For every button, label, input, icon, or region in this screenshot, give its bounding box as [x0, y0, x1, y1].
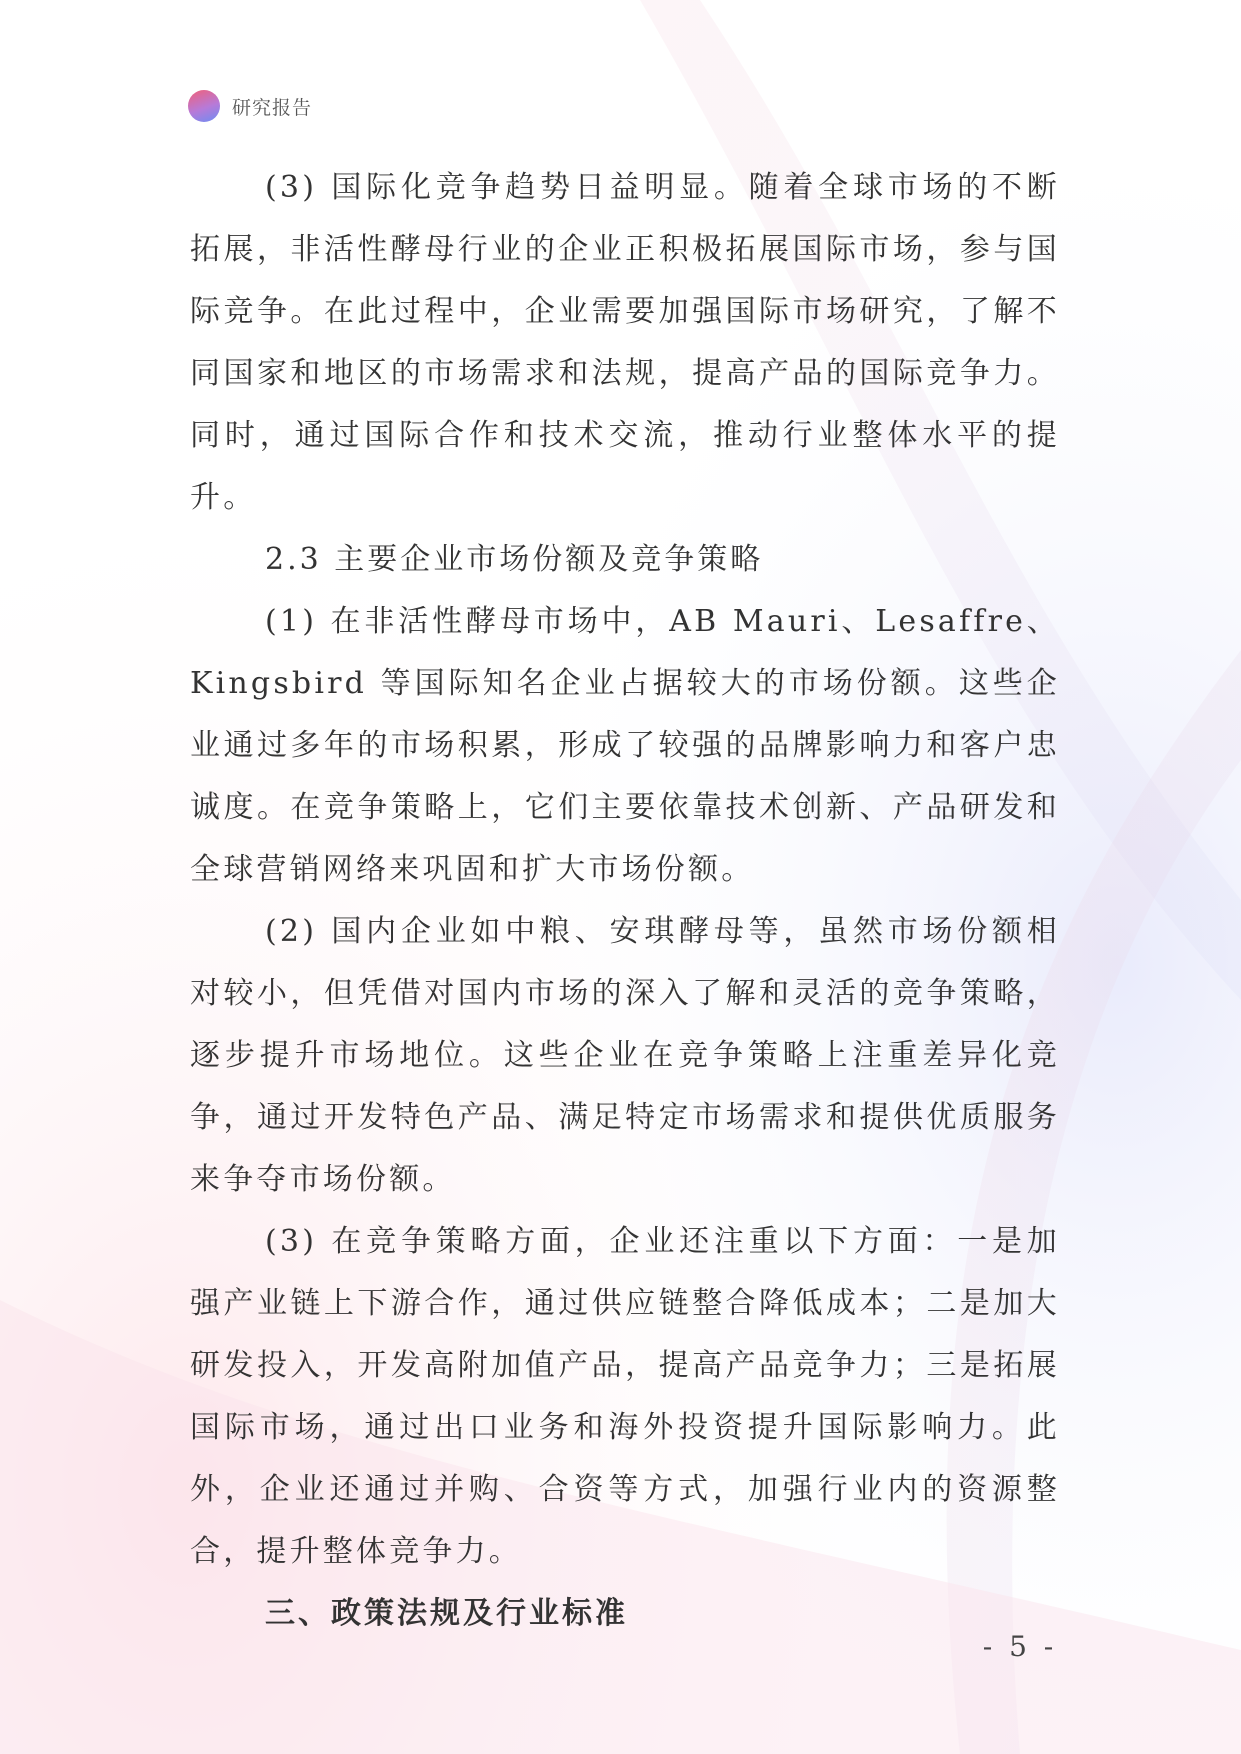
main-content: [190, 157, 1060, 1645]
header-title: 研究报告: [232, 96, 313, 119]
paragraph-competitive-strategy: (3) 在竞争策略方面，企业还注重以下方面：一是加强产业链上下游合作，通过供应链整合降低成本；二是加大研发投入，开发高附加值产品，提高产品竞争力；三是拓展国际市场，通过出口业务和海外投资提升国际影响力。此外，企业还通过并购、合资等方式，加强行业内的资源整合，提升整体竞争力。: [190, 1224, 1060, 1569]
paragraph-international-firms: (1) 在非活性酵母市场中，AB Mauri、Lesaffre、Kingsbird 等国际知名企业占据较大的市场份额。这些企业通过多年的市场积累，形成了较强的品牌影响力和客户忠诚度。在竞争策略上，它们主要依靠技术创新、产品研发和全球营销网络来巩固和扩大市场份额。: [190, 604, 1060, 887]
paragraph-international-competition: (3) 国际化竞争趋势日益明显。随着全球市场的不断拓展，非活性酵母行业的企业正积极拓展国际市场，参与国际竞争。在此过程中，企业需要加强国际市场研究，了解不同国家和地区的市场需求和法规，提高产品的国际竞争力。同时，通过国际合作和技术交流，推动行业整体水平的提升。: [190, 170, 1060, 515]
subheading-market-share: 2.3 主要企业市场份额及竞争策略: [265, 542, 764, 577]
logo-circle-icon: [188, 90, 220, 122]
section-title-policy: 三、政策法规及行业标准: [265, 1596, 628, 1631]
page-number: - 5 -: [982, 1630, 1058, 1663]
report-header: [188, 90, 312, 122]
paragraph-domestic-firms: (2) 国内企业如中粮、安琪酵母等，虽然市场份额相对较小，但凭借对国内市场的深入了解和灵活的竞争策略，逐步提升市场地位。这些企业在竞争策略上注重差异化竞争，通过开发特色产品、满足特定市场需求和提供优质服务来争夺市场份额。: [190, 914, 1060, 1197]
